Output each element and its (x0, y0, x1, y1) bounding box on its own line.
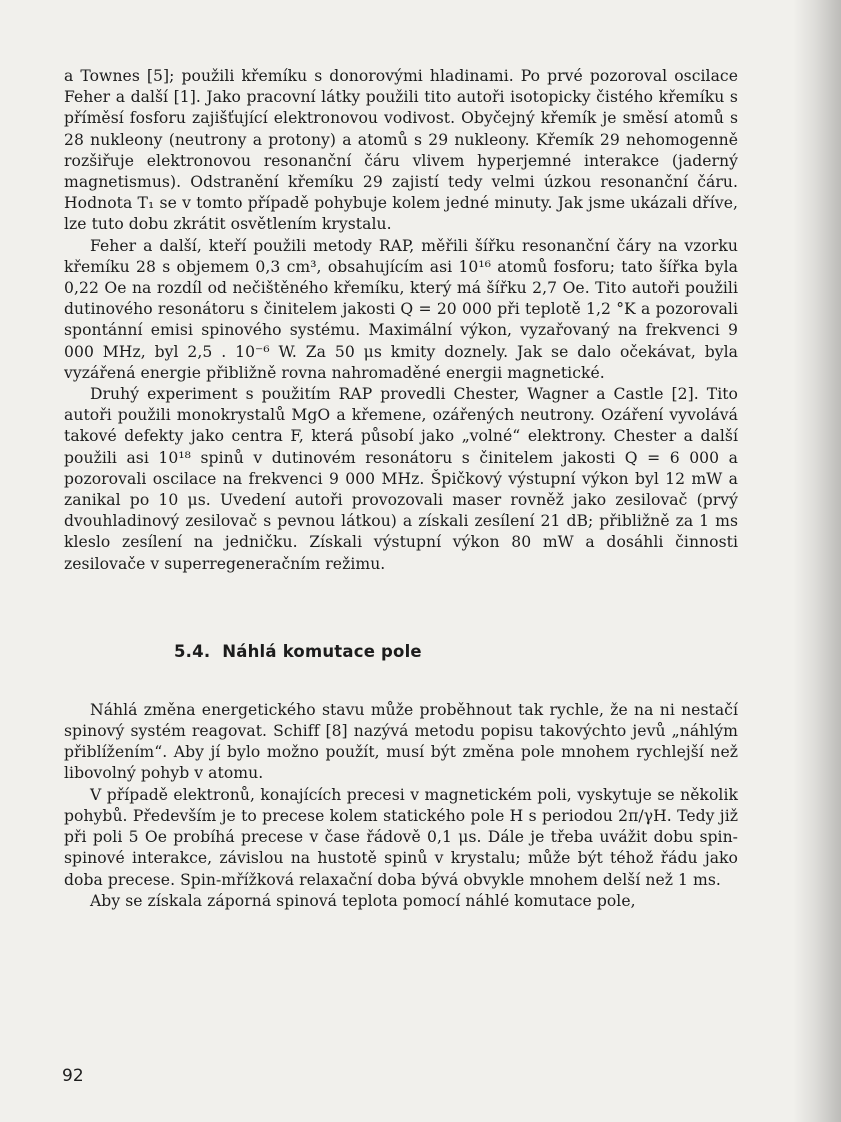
book-page (64, 66, 738, 912)
section-heading (174, 642, 738, 664)
paragraph-electron-precession: V případě elektronů, konajících precesi v magnetickém poli, vyskytuje se několik pohybů. Především je to precese kolem statického pole H s periodou 2π/γH. Tedy již při poli 5 Oe probíhá precese v čase řádově 0,1 μs. Dále je třeba uvážit dobu spin-spinové interakce, závislou na hustotě spinů v krystalu; může být téhož řádu jako doba precese. Spin-mřížková relaxační doba bývá obvykle mnohem delší než 1 ms. (64, 785, 738, 889)
page-edge-shadow (793, 0, 841, 1122)
paragraph-feher-rap: Feher a další, kteří použili metody RAP, měřili šířku resonanční čáry na vzorku křemíku 28 s objemem 0,3 cm³, obsahujícím asi 10¹⁶ atomů fosforu; tato šířka byla 0,22 Oe na rozdíl od nečištěného křemíku, který má šířku 2,7 Oe. Tito autoři použili dutinového resonátoru s činitelem jakosti Q = 20 000 při teplotě 1,2 °K a pozorovali spontánní emisi spinového systému. Maximální výkon, vyzařovaný na frekvenci 9 000 MHz, byl 2,5 . 10⁻⁶ W. Za 50 μs kmity doznely. Jak se dalo očekávat, byla vyzářená energie přibližně rovna nahromaděné energii magnetické. (64, 236, 738, 382)
heading-spacer (64, 664, 738, 700)
paragraph-chester-experiment: Druhý experiment s použitím RAP provedli Chester, Wagner a Castle [2]. Tito autoři použili monokrystalů MgO a křemene, ozářených neutrony. Ozáření vyvolává takové defekty jako centra F, která působí jako „volné“ elektrony. Chester a další použili asi 10¹⁸ spinů v dutinovém resonátoru s činitelem jakosti Q = 6 000 a pozorovali oscilace na frekvenci 9 000 MHz. Špičkový výstupní výkon byl 12 mW a zanikal po 10 μs. Uvedení autoři provozovali maser rovněž jako zesilovač (prvý dvouhladinový zesilovač s pevnou látkou) a získali zesílení 21 dB; přibližně za 1 ms kleslo zesílení na jedničku. Získali výstupní výkon 80 mW a dosáhli činnosti zesilovače v superregeneračním režimu. (64, 385, 738, 573)
section-number: 5.4. (174, 641, 211, 661)
paragraph-sudden-change: Náhlá změna energetického stavu může proběhnout tak rychle, že na ni nestačí spinový systém reagovat. Schiff [8] nazývá metodu popisu takovýchto jevů „náhlým přiblížením“. Aby jí bylo možno použít, musí být změna pole mnohem rychlejší než libovolný pohyb v atomu. (64, 700, 738, 783)
page-number: 92 (62, 1066, 84, 1086)
paragraph-negative-temperature: Aby se získala záporná spinová teplota pomocí náhlé komutace pole, (90, 891, 636, 910)
paragraph-townes-continuation: a Townes [5]; použili křemíku s donorovými hladinami. Po prvé pozoroval oscilace Feher a další [1]. Jako pracovní látky použili tito autoři isotopicky čistého křemíku s příměsí fosforu zajišťující elektronovou vodivost. Obyčejný křemík je směsí atomů s 28 nukleony (neutrony a protony) a atomů s 29 nukleony. Křemík 29 nehomogenně rozšiřuje elektronovou resonanční čáru vlivem hyperjemné interakce (jaderný magnetismus). Odstranění křemíku 29 zajistí tedy velmi úzkou resonanční čáru. Hodnota T₁ se v tomto případě pohybuje kolem jedné minuty. Jak jsme ukázali dříve, lze tuto dobu zkrátit osvětlením krystalu. (64, 67, 738, 234)
section-title: Náhlá komutace pole (222, 641, 422, 661)
